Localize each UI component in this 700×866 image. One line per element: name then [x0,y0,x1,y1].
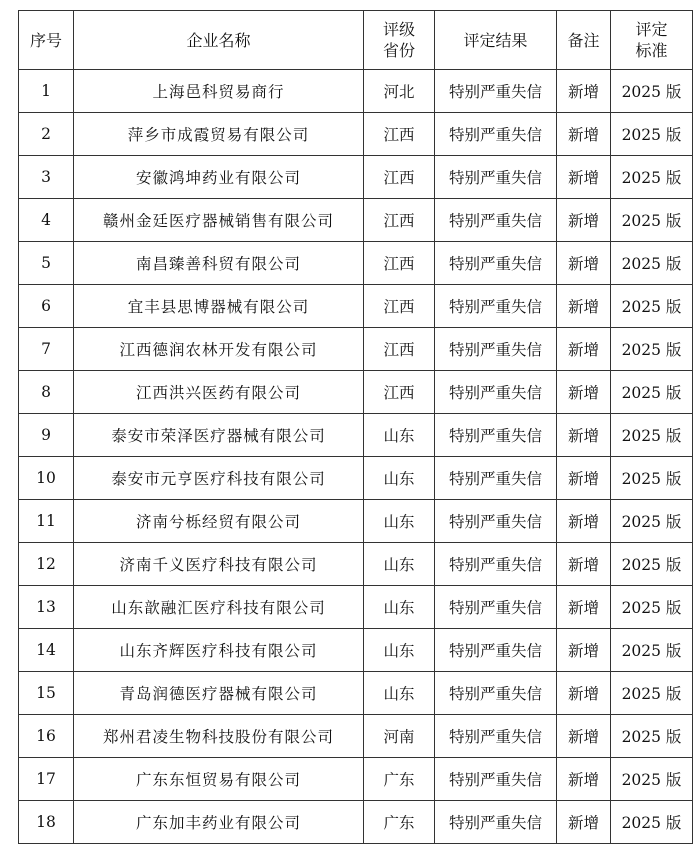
cell-province: 山东 [364,629,435,672]
cell-standard: 2025 版 [611,801,693,844]
cell-province: 江西 [364,242,435,285]
table-row [19,113,693,156]
cell-serial-number: 3 [19,156,74,199]
cell-note: 新增 [557,414,611,457]
cell-rating-result: 特别严重失信 [435,500,557,543]
cell-province: 江西 [364,156,435,199]
cell-standard: 2025 版 [611,70,693,113]
cell-province: 山东 [364,672,435,715]
cell-province: 山东 [364,543,435,586]
cell-standard: 2025 版 [611,371,693,414]
table-row [19,199,693,242]
cell-standard: 2025 版 [611,457,693,500]
cell-company-name: 青岛润德医疗器械有限公司 [74,672,364,715]
table-row [19,672,693,715]
cell-serial-number: 16 [19,715,74,758]
cell-note: 新增 [557,543,611,586]
cell-standard: 2025 版 [611,672,693,715]
cell-note: 新增 [557,801,611,844]
table-header [19,11,693,70]
cell-rating-result: 特别严重失信 [435,457,557,500]
cell-company-name: 江西德润农林开发有限公司 [74,328,364,371]
header-rating-province [364,11,435,70]
header-company-name: 企业名称 [74,11,364,70]
cell-company-name: 萍乡市成霞贸易有限公司 [74,113,364,156]
cell-standard: 2025 版 [611,242,693,285]
cell-rating-result: 特别严重失信 [435,672,557,715]
cell-company-name: 济南兮栎经贸有限公司 [74,500,364,543]
credit-rating-table [18,10,693,844]
cell-rating-result: 特别严重失信 [435,758,557,801]
cell-note: 新增 [557,70,611,113]
cell-province: 山东 [364,586,435,629]
cell-rating-result: 特别严重失信 [435,801,557,844]
cell-standard: 2025 版 [611,414,693,457]
cell-company-name: 山东齐辉医疗科技有限公司 [74,629,364,672]
cell-standard: 2025 版 [611,543,693,586]
cell-serial-number: 17 [19,758,74,801]
cell-serial-number: 1 [19,70,74,113]
cell-note: 新增 [557,457,611,500]
header-rating-standard [611,11,693,70]
cell-company-name: 南昌臻善科贸有限公司 [74,242,364,285]
cell-note: 新增 [557,328,611,371]
table-row [19,715,693,758]
cell-province: 山东 [364,414,435,457]
table-row [19,586,693,629]
cell-note: 新增 [557,242,611,285]
header-rating-standard-line2: 标准 [635,41,668,60]
cell-company-name: 济南千义医疗科技有限公司 [74,543,364,586]
cell-serial-number: 7 [19,328,74,371]
cell-rating-result: 特别严重失信 [435,156,557,199]
cell-rating-result: 特别严重失信 [435,543,557,586]
table-body [19,70,693,844]
cell-province: 江西 [364,113,435,156]
table-row [19,285,693,328]
cell-note: 新增 [557,156,611,199]
cell-note: 新增 [557,199,611,242]
cell-province: 广东 [364,801,435,844]
cell-rating-result: 特别严重失信 [435,285,557,328]
cell-serial-number: 9 [19,414,74,457]
table-row [19,457,693,500]
table-row [19,70,693,113]
cell-standard: 2025 版 [611,285,693,328]
cell-company-name: 泰安市元亨医疗科技有限公司 [74,457,364,500]
cell-standard: 2025 版 [611,586,693,629]
cell-standard: 2025 版 [611,629,693,672]
cell-company-name: 上海邑科贸易商行 [74,70,364,113]
cell-province: 江西 [364,285,435,328]
table-row [19,500,693,543]
header-rating-province-line1: 评级 [382,20,415,39]
cell-serial-number: 11 [19,500,74,543]
cell-company-name: 广东加丰药业有限公司 [74,801,364,844]
cell-rating-result: 特别严重失信 [435,586,557,629]
cell-note: 新增 [557,758,611,801]
cell-serial-number: 14 [19,629,74,672]
cell-province: 河南 [364,715,435,758]
cell-rating-result: 特别严重失信 [435,70,557,113]
cell-rating-result: 特别严重失信 [435,199,557,242]
cell-standard: 2025 版 [611,758,693,801]
cell-province: 广东 [364,758,435,801]
cell-company-name: 广东东恒贸易有限公司 [74,758,364,801]
cell-standard: 2025 版 [611,199,693,242]
cell-note: 新增 [557,500,611,543]
cell-company-name: 泰安市荣泽医疗器械有限公司 [74,414,364,457]
cell-rating-result: 特别严重失信 [435,113,557,156]
header-rating-result: 评定结果 [435,11,557,70]
header-rating-standard-line1: 评定 [635,20,668,39]
cell-standard: 2025 版 [611,328,693,371]
cell-serial-number: 8 [19,371,74,414]
cell-company-name: 江西洪兴医药有限公司 [74,371,364,414]
cell-standard: 2025 版 [611,715,693,758]
cell-rating-result: 特别严重失信 [435,242,557,285]
header-note: 备注 [557,11,611,70]
cell-rating-result: 特别严重失信 [435,328,557,371]
cell-serial-number: 13 [19,586,74,629]
cell-note: 新增 [557,586,611,629]
table-row [19,543,693,586]
cell-province: 江西 [364,371,435,414]
cell-province: 江西 [364,199,435,242]
cell-standard: 2025 版 [611,500,693,543]
cell-company-name: 山东歆融汇医疗科技有限公司 [74,586,364,629]
table-row [19,801,693,844]
cell-rating-result: 特别严重失信 [435,371,557,414]
cell-province: 江西 [364,328,435,371]
cell-province: 山东 [364,500,435,543]
table-row [19,758,693,801]
cell-company-name: 安徽鸿坤药业有限公司 [74,156,364,199]
cell-company-name: 郑州君凌生物科技股份有限公司 [74,715,364,758]
cell-note: 新增 [557,285,611,328]
cell-serial-number: 5 [19,242,74,285]
header-row [19,11,693,70]
cell-note: 新增 [557,715,611,758]
cell-company-name: 赣州金廷医疗器械销售有限公司 [74,199,364,242]
cell-serial-number: 6 [19,285,74,328]
table-row [19,156,693,199]
table-row [19,629,693,672]
cell-standard: 2025 版 [611,156,693,199]
header-serial-number: 序号 [19,11,74,70]
table-row [19,328,693,371]
table-row [19,414,693,457]
cell-note: 新增 [557,672,611,715]
cell-standard: 2025 版 [611,113,693,156]
cell-province: 山东 [364,457,435,500]
cell-rating-result: 特别严重失信 [435,715,557,758]
cell-province: 河北 [364,70,435,113]
cell-serial-number: 15 [19,672,74,715]
cell-serial-number: 10 [19,457,74,500]
cell-serial-number: 18 [19,801,74,844]
cell-note: 新增 [557,113,611,156]
cell-serial-number: 4 [19,199,74,242]
table-row [19,371,693,414]
cell-rating-result: 特别严重失信 [435,629,557,672]
cell-serial-number: 12 [19,543,74,586]
cell-company-name: 宜丰县思博器械有限公司 [74,285,364,328]
cell-rating-result: 特别严重失信 [435,414,557,457]
table-row [19,242,693,285]
cell-serial-number: 2 [19,113,74,156]
header-rating-province-line2: 省份 [382,41,415,60]
cell-note: 新增 [557,629,611,672]
cell-note: 新增 [557,371,611,414]
